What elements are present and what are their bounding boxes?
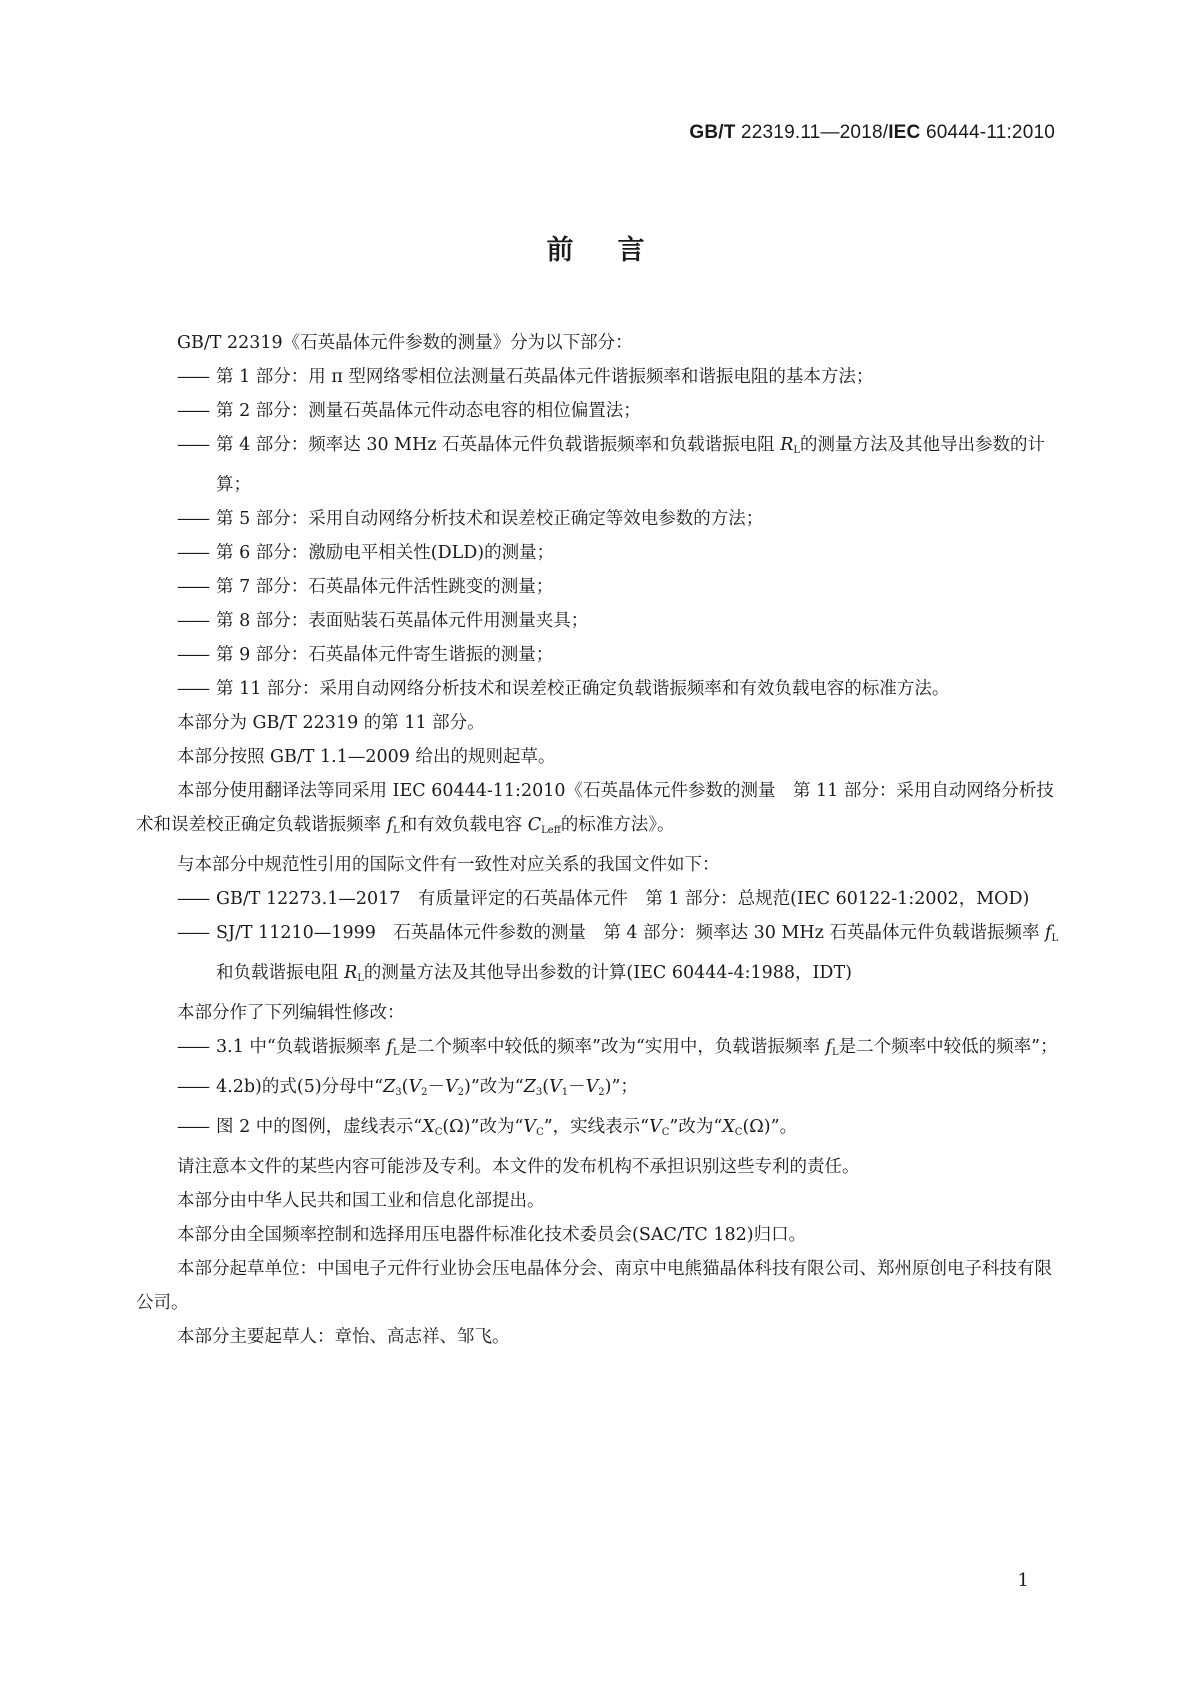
list-item (136, 1110, 1064, 1150)
symbol-f: f (825, 1037, 832, 1057)
list-item (136, 916, 1064, 996)
subscript-c: C (661, 1127, 670, 1138)
subscript-l: L (392, 1047, 400, 1058)
standard-number-header (689, 122, 1055, 144)
page-number: 1 (1017, 1570, 1029, 1591)
list-item-text: ”改为“ (470, 1117, 524, 1137)
symbol-c: C (527, 815, 542, 835)
dash-marker: —— (177, 543, 208, 563)
list-item-text: ”。 (770, 1117, 798, 1137)
symbol-x: X (422, 1117, 435, 1137)
iec-number: 60444-11:2010 (920, 122, 1055, 143)
paragraph: 本部分按照 GB/T 1.1—2009 给出的规则起草。 (177, 747, 556, 767)
list-item-text: ( (401, 1077, 409, 1097)
symbol-v: V (649, 1117, 662, 1137)
dash-marker: —— (177, 401, 208, 421)
dash-marker: —— (177, 923, 208, 943)
subscript-3: 3 (535, 1087, 543, 1098)
list-item (136, 604, 1064, 638)
list-item-text: 的测量方法及其他导出参数的计算； (216, 435, 1046, 495)
paragraph: 本部分由全国频率控制和选择用压电器件标准化技术委员会(SAC/TC 182)归口。 (177, 1225, 807, 1245)
list-item-text: 第 8 部分：表面贴装石英晶体元件用测量夹具； (216, 611, 589, 631)
list-item (136, 502, 1064, 536)
subscript-l: L (831, 1047, 839, 1058)
subscript-c: C (536, 1127, 544, 1138)
dash-marker: —— (177, 367, 208, 387)
std-code-prefix: GB/T (689, 122, 736, 143)
paragraph: 本部分由中华人民共和国工业和信息化部提出。 (177, 1191, 545, 1211)
symbol-r: R (780, 435, 794, 455)
dash-marker: —— (177, 577, 208, 597)
list-item-text: )”； (604, 1077, 638, 1097)
list-item (136, 882, 1064, 916)
paragraph: 与本部分中规范性引用的国际文件有一致性对应关系的我国文件如下： (177, 855, 720, 875)
list-item-text: 第 9 部分：石英晶体元件寄生谐振的测量； (216, 645, 554, 665)
symbol-f: f (386, 815, 394, 835)
text-run: 和有效负载电容 (399, 815, 528, 835)
symbol-r: R (344, 963, 358, 983)
list-item-text: (Ω) (742, 1117, 771, 1137)
std-code-number: 22319.11—2018/ (735, 122, 889, 143)
patent-paragraph: 请注意本文件的某些内容可能涉及专利。本文件的发布机构不承担识别这些专利的责任。 (177, 1157, 860, 1177)
list-item-text: － (427, 1077, 445, 1097)
subscript-c: C (734, 1127, 743, 1138)
list-item (136, 536, 1064, 570)
symbol-z: Z (383, 1077, 396, 1097)
subscript-leff: Leff (541, 825, 561, 836)
list-item-text: 是二个频率中较低的频率”； (838, 1037, 1058, 1057)
symbol-f: f (1045, 923, 1052, 943)
list-item-text: 的测量方法及其他导出参数的计算(IEC 60444-4:1988，IDT) (363, 963, 852, 983)
subscript-l: L (357, 973, 364, 984)
dash-marker: —— (177, 509, 208, 529)
list-item-text: － (568, 1077, 586, 1097)
symbol-x: X (722, 1117, 735, 1137)
dash-marker: —— (177, 435, 208, 455)
symbol-v: V (523, 1117, 537, 1137)
symbol-v: V (549, 1077, 562, 1097)
dash-marker: —— (177, 1117, 208, 1137)
paragraph: 本部分作了下列编辑性修改： (177, 1003, 405, 1023)
intro-paragraph: GB/T 22319《石英晶体元件参数的测量》分为以下部分： (177, 333, 633, 353)
paragraph: 本部分主要起草人：章怡、高志祥、邹飞。 (177, 1327, 510, 1347)
dash-marker: —— (177, 611, 208, 631)
dash-marker: —— (177, 679, 208, 699)
list-item-text: 和负载谐振电阻 (216, 963, 345, 983)
list-item-text: ”，实线表示“ (543, 1117, 650, 1137)
list-item-text: )”改为“ (464, 1077, 524, 1097)
subscript-c: C (434, 1127, 443, 1138)
list-item-text: 第 4 部分：频率达 30 MHz 石英晶体元件负载谐振频率和负载谐振电阻 (216, 435, 781, 455)
symbol-v: V (408, 1077, 422, 1097)
list-item-text: 是二个频率中较低的频率”改为“实用中，负载谐振频率 (399, 1037, 826, 1057)
dash-marker: —— (177, 1037, 208, 1057)
dash-marker: —— (177, 1077, 208, 1097)
list-item-text: ”改为“ (669, 1117, 723, 1137)
list-item-text: GB/T 12273.1—2017 有质量评定的石英晶体元件 第 1 部分：总规范(IEC 60122-1:2002，MOD) (216, 889, 1030, 909)
list-item-text: ( (542, 1077, 550, 1097)
list-item (136, 1070, 1064, 1110)
list-item-text: 第 6 部分：激励电平相关性(DLD)的测量； (216, 543, 555, 563)
symbol-f: f (386, 1037, 393, 1057)
list-item (136, 638, 1064, 672)
paragraph: 本部分起草单位：中国电子元件行业协会压电晶体分会、南京中电熊猫晶体科技有限公司、郑州原创电子科技有限公司。 (136, 1259, 1052, 1313)
list-item (136, 360, 1064, 394)
list-item (136, 672, 1064, 706)
text-run: 的标准方法》。 (560, 815, 675, 835)
foreword-body (136, 326, 1064, 1354)
subscript-l: L (793, 445, 801, 456)
list-item-text: 第 1 部分：用 π 型网络零相位法测量石英晶体元件谐振频率和谐振电阻的基本方法； (216, 367, 874, 387)
list-item-text: 3.1 中“负载谐振频率 (216, 1037, 387, 1057)
list-item-text: (Ω) (442, 1117, 471, 1137)
paragraph: 本部分为 GB/T 22319 的第 11 部分。 (177, 713, 485, 733)
subscript-2: 2 (421, 1087, 428, 1098)
list-item (136, 1030, 1064, 1070)
symbol-z: Z (523, 1077, 536, 1097)
iec-prefix: IEC (888, 122, 921, 143)
list-item-text: 4.2b)的式(5)分母中“ (216, 1077, 384, 1097)
list-item (136, 428, 1064, 502)
list-item-text: 第 5 部分：采用自动网络分析技术和误差校正确定等效电参数的方法； (216, 509, 764, 529)
list-item-text: 第 7 部分：石英晶体元件活性跳变的测量； (216, 577, 554, 597)
symbol-v: V (445, 1077, 458, 1097)
list-item-text: 第 11 部分：采用自动网络分析技术和误差校正确定负载谐振频率和有效负载电容的标准方法。 (216, 679, 950, 699)
list-item-text: SJ/T 11210—1999 石英晶体元件参数的测量 第 4 部分：频率达 30 MHz 石英晶体元件负载谐振频率 (216, 923, 1046, 943)
dash-marker: —— (177, 889, 208, 909)
symbol-v: V (585, 1077, 599, 1097)
subscript-2: 2 (598, 1087, 605, 1098)
subscript-l: L (393, 825, 400, 836)
dash-marker: —— (177, 645, 208, 665)
list-item (136, 570, 1064, 604)
list-item-text: 图 2 中的图例，虚线表示“ (216, 1117, 423, 1137)
list-item-text: 第 2 部分：测量石英晶体元件动态电容的相位偏置法； (216, 401, 641, 421)
subscript-l: L (1051, 933, 1059, 944)
list-item (136, 394, 1064, 428)
subscript-1: 1 (561, 1087, 569, 1098)
translation-paragraph (136, 774, 1064, 848)
page-title: 前言 (546, 235, 689, 266)
subscript-2: 2 (457, 1087, 465, 1098)
subscript-3: 3 (395, 1087, 402, 1098)
text-run: 本部分使用翻译法等同采用 IEC 60444-11:2010《石英晶体元件参数的测量 第 11 部分：采用自动网络分析技术和误差校正确定负载谐振频率 (136, 781, 1054, 835)
